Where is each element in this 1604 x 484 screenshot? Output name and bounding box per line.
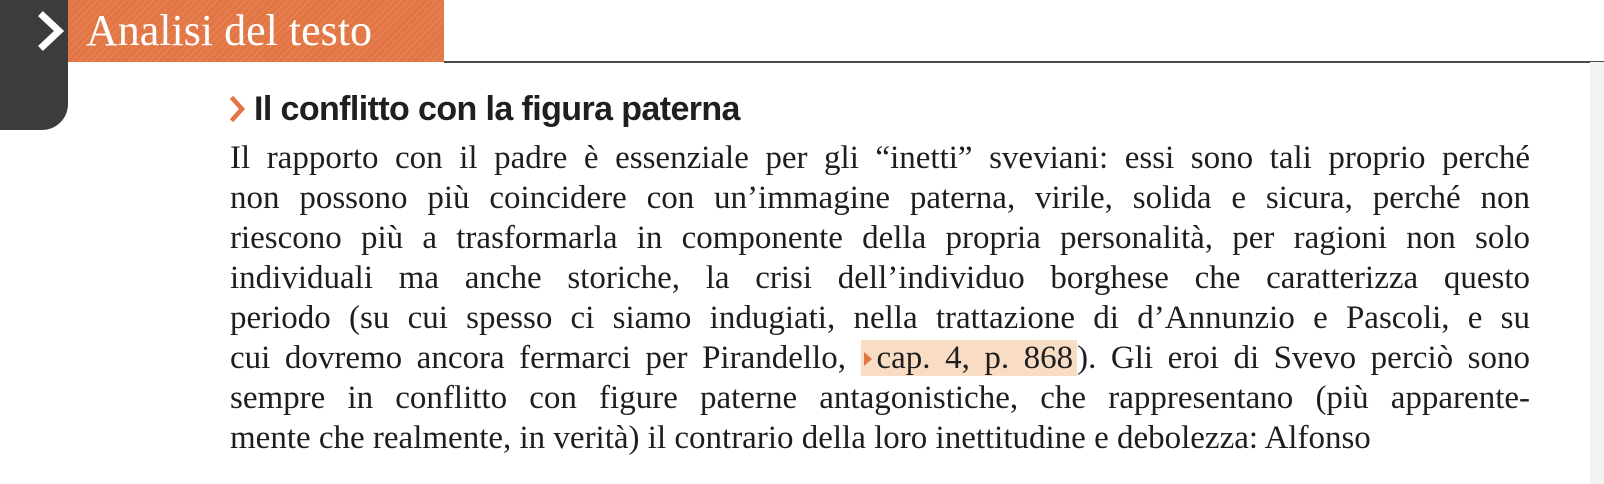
paragraph-text: cui dovremo ancora fermarci per Pirandello, (230, 340, 861, 376)
cross-reference-link[interactable] (861, 340, 1078, 376)
section-tab (0, 0, 68, 130)
body-paragraph (230, 138, 1530, 458)
header-divider (444, 61, 1604, 63)
subheading-title: Il conflitto con la figura paterna (254, 89, 740, 128)
paragraph-line-with-reference (230, 338, 1530, 378)
section-title-banner (68, 0, 444, 62)
paragraph-line: individuali ma anche storiche, la crisi dell’individuo borghese che caratterizza questo (230, 260, 1530, 296)
subheading (230, 84, 740, 134)
paragraph-line: riescono più a trasformarla in componente della propria personalità, per ragioni non solo (230, 220, 1530, 256)
chevron-right-icon (37, 10, 67, 52)
paragraph-line: periodo (su cui spesso ci siamo indugiati, nella trattazione di d’Annunzio e Pascoli, e su (230, 300, 1530, 336)
paragraph-line: non possono più coincidere con un’immagine paterna, virile, solida e sicura, perché non (230, 180, 1530, 216)
paragraph-line: Il rapporto con il padre è essenziale per gli “inetti” sveviani: essi sono tali proprio perché (230, 140, 1530, 176)
paragraph-line: mente che realmente, in verità) il contrario della loro inettitudine e debolezza: Alfonso (230, 420, 1371, 456)
cross-reference-label: cap. 4, p. 868 (876, 340, 1074, 376)
triangle-right-icon (863, 351, 873, 367)
page-edge (1590, 62, 1604, 484)
chevron-right-icon (230, 94, 246, 124)
section-title: Analisi del testo (86, 6, 372, 55)
paragraph-text: ). Gli eroi di Svevo perciò sono (1077, 340, 1530, 376)
paragraph-line: sempre in conflitto con figure paterne antagonistiche, che rappresentano (più apparente- (230, 380, 1530, 416)
